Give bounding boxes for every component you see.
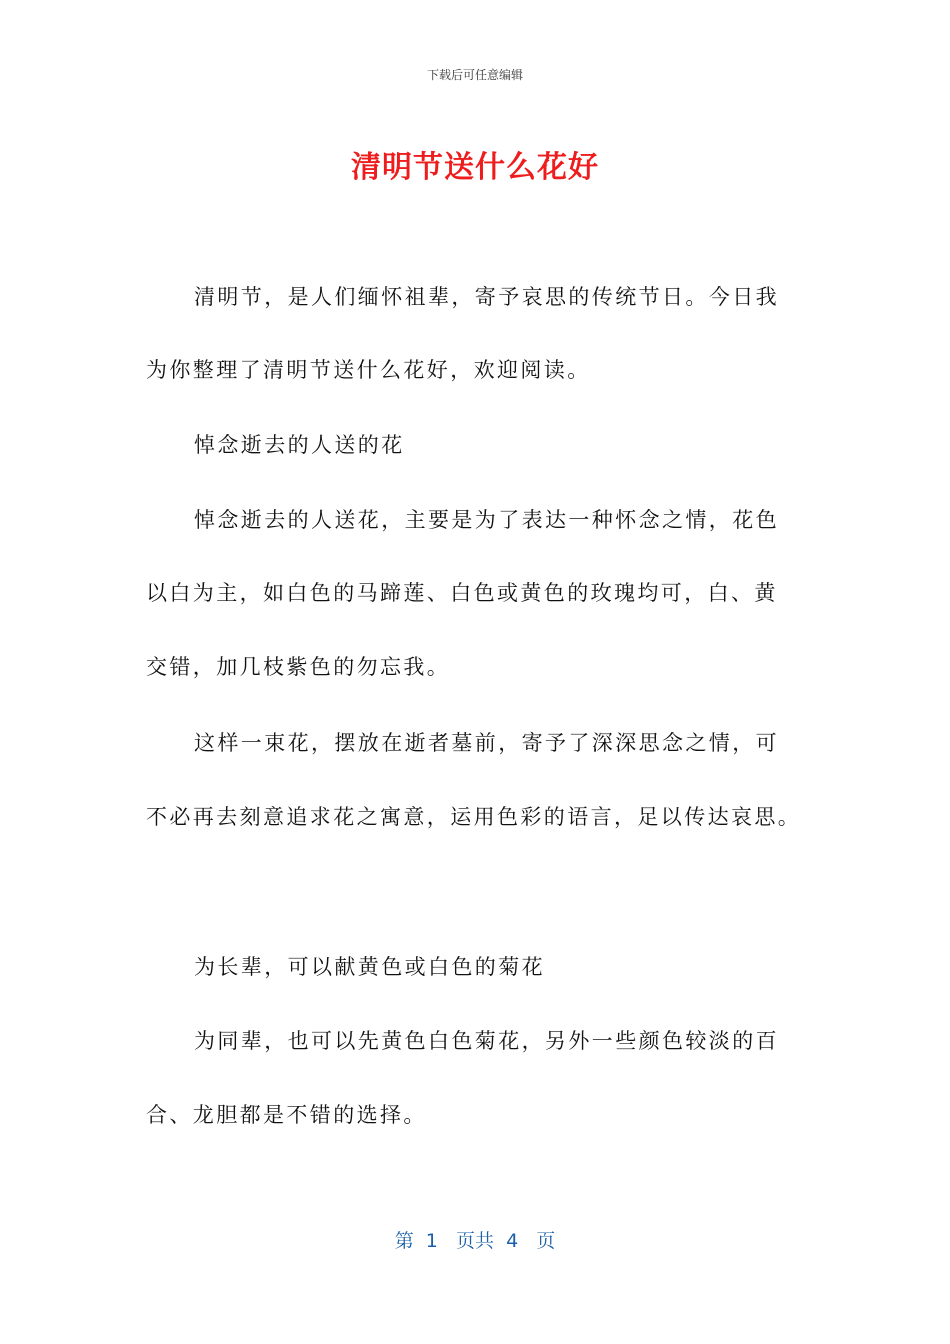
- document-title: 清明节送什么花好: [351, 150, 599, 185]
- paragraph-line-5: 交错，加几枝紫色的勿忘我。: [146, 655, 451, 679]
- paragraph-line-9: 为同辈，也可以先黄色白色菊花，另外一些颜色较淡的百: [194, 1029, 779, 1053]
- section-heading-mourning: 悼念逝去的人送的花: [194, 433, 405, 457]
- paragraph-line-10: 合、龙胆都是不错的选择。: [146, 1103, 427, 1127]
- paragraph-line-4: 以白为主，如白色的马蹄莲、白色或黄色的玫瑰均可，白、黄: [146, 581, 778, 605]
- paragraph-line-8: 为长辈，可以献黄色或白色的菊花: [194, 955, 545, 979]
- paragraph-line-7: 不必再去刻意追求花之寓意，运用色彩的语言，足以传达哀思。: [146, 805, 802, 829]
- paragraph-line-1: 清明节，是人们缅怀祖辈，寄予哀思的传统节日。今日我: [194, 285, 779, 309]
- paragraph-line-6: 这样一束花，摆放在逝者墓前，寄予了深深思念之情，可: [194, 731, 779, 755]
- paragraph-line-2: 为你整理了清明节送什么花好，欢迎阅读。: [146, 358, 591, 382]
- page-footer: 第 1 页共 4 页: [394, 1230, 556, 1252]
- header-note: 下载后可任意编辑: [426, 68, 523, 82]
- paragraph-line-3: 悼念逝去的人送花，主要是为了表达一种怀念之情，花色: [194, 508, 779, 532]
